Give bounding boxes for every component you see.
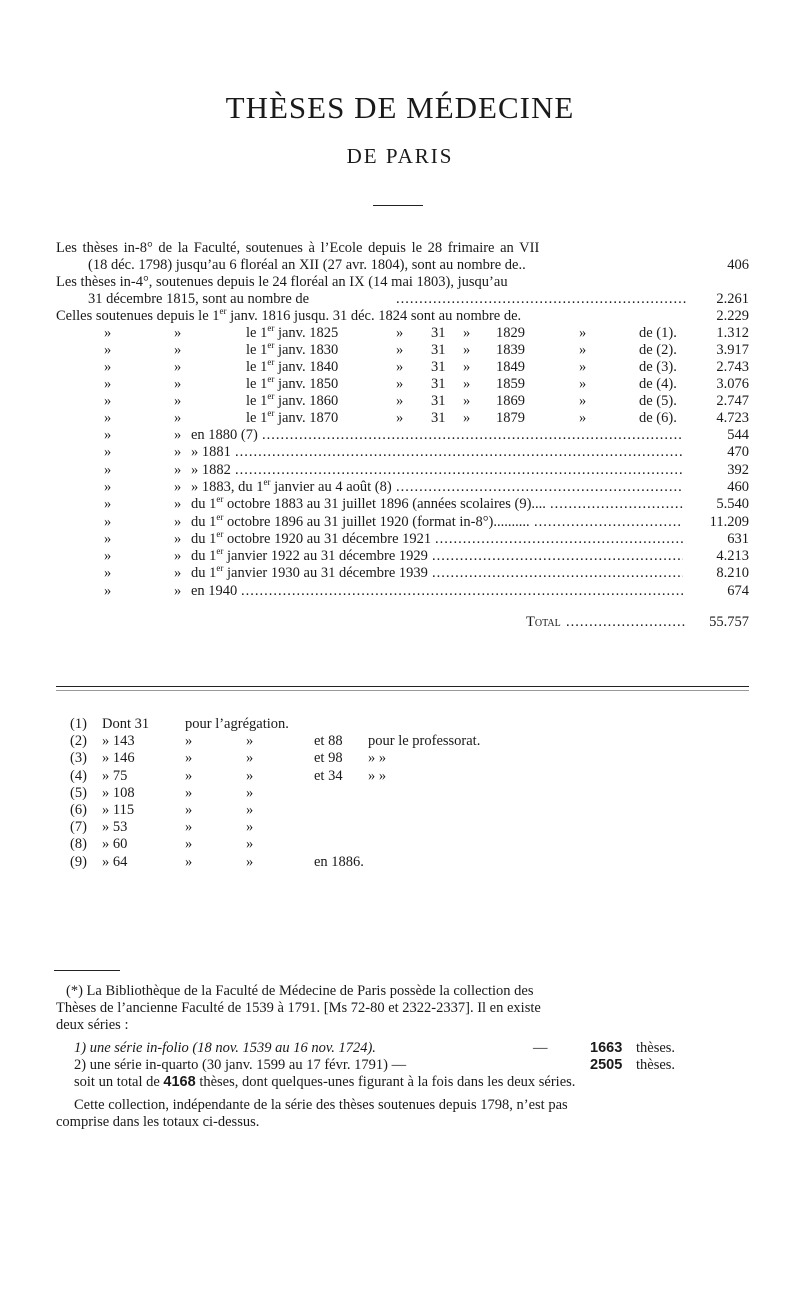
period-start: le 1er janv. 1850 [246, 374, 339, 392]
period-year: 1859 [496, 376, 525, 392]
ditto-mark: » [104, 478, 112, 495]
ditto-mark: » [396, 325, 404, 341]
count-value: 460 [727, 478, 749, 495]
note-n: (9) [70, 853, 87, 870]
ditto-mark: » [579, 325, 587, 341]
ditto-mark: » [104, 530, 112, 547]
count-value: 3.076 [716, 376, 749, 392]
period-row [56, 548, 749, 565]
note-q: » 60 [102, 836, 128, 853]
note-a: » [185, 853, 193, 870]
dot-leader [435, 531, 683, 548]
note-n: (7) [70, 819, 87, 836]
period-start: le 1er janv. 1870 [246, 408, 339, 426]
count-value: 3.917 [716, 342, 749, 358]
dash: — [533, 1040, 548, 1056]
note-row [70, 819, 630, 836]
ditto-mark: » [174, 359, 182, 375]
ditto-mark: » [104, 444, 112, 461]
note-b: » [246, 836, 254, 853]
intro-line-1: Les thèses in-8° de la Faculté, soutenues à l’Ecole depuis le 28 frimaire an VII [56, 240, 540, 256]
series-total-count: 4168 [163, 1074, 196, 1090]
intro-line-4: 31 décembre 1815, sont au nombre de ..... 2.261 [56, 291, 749, 308]
ditto-mark: » [104, 461, 112, 478]
ditto-mark: » [174, 342, 182, 358]
note-n: (2) [70, 733, 87, 750]
note-a: » [185, 784, 193, 801]
ditto-mark: » [174, 530, 182, 547]
ditto-mark: » [104, 342, 112, 358]
note-a: » [185, 836, 193, 853]
ditto-mark: » [174, 410, 182, 426]
ditto-mark: » [463, 325, 471, 341]
note-n: (3) [70, 750, 87, 767]
ditto-mark: » [104, 393, 112, 409]
period-day: 31 [431, 342, 446, 358]
note-row [70, 750, 630, 767]
count-value: 544 [727, 427, 749, 443]
ditto-mark: » [579, 342, 587, 358]
note-q: » 53 [102, 819, 128, 836]
dot-leader [432, 565, 683, 582]
period-description: en 1880 (7) [191, 427, 258, 443]
ditto-mark: » [174, 496, 182, 513]
note-q: » 108 [102, 784, 135, 801]
note-b: » [246, 784, 254, 801]
note-b: » [246, 819, 254, 836]
note-b: » [246, 733, 254, 750]
count-value: 2.229 [716, 308, 749, 324]
count-value: 8.210 [716, 565, 749, 582]
note-a: » [185, 802, 193, 818]
title-divider [373, 205, 423, 206]
note-d: » » [368, 750, 387, 767]
ditto-mark: » [463, 376, 471, 392]
period-day: 31 [431, 359, 446, 375]
period-start: le 1er janv. 1840 [246, 357, 339, 375]
page-subtitle: DE PARIS [346, 144, 454, 168]
ditto-mark: » [396, 376, 404, 392]
ditto-mark: » [174, 325, 182, 341]
count-value: 674 [727, 582, 749, 599]
count-value: 1.312 [716, 325, 749, 341]
total-row [56, 614, 749, 631]
ditto-mark: » [463, 393, 471, 409]
count-value: 2.261 [716, 291, 749, 307]
period-description: » 1881 [191, 444, 231, 461]
period-row [56, 444, 749, 461]
note-row [70, 768, 630, 785]
period-start: le 1er janv. 1860 [246, 391, 339, 409]
series-total: soit un total de 4168 thèses, dont quelques-unes figurant à la fois dans les deux séries. [74, 1074, 576, 1090]
period-day: 31 [431, 393, 446, 409]
ditto-mark: » [463, 410, 471, 426]
note-a: pour l’agrégation. [185, 716, 289, 732]
note-a: » [185, 733, 193, 750]
period-row [56, 496, 749, 513]
ditto-mark: » [174, 565, 182, 582]
note-b: » [246, 767, 254, 784]
note-b: » [246, 853, 254, 870]
note-n: (1) [70, 716, 87, 732]
ditto-mark: » [396, 410, 404, 426]
series-count-2: 2505 [590, 1057, 623, 1073]
period-row [56, 511, 749, 531]
footnote-line-2: Thèses de l’ancienne Faculté de 1539 à 1791. [Ms 72-80 et 2322-2337]. Il en existe [56, 1000, 541, 1016]
count-value: 2.747 [716, 393, 749, 409]
note-n: (4) [70, 767, 87, 784]
ditto-mark: » [104, 427, 112, 443]
closing-line-1: Cette collection, indépendante de la série des thèses soutenues depuis 1798, n’est pas [74, 1097, 568, 1113]
dot-leader [262, 427, 683, 444]
period-description: du 1er octobre 1920 au 31 décembre 1921 [191, 528, 432, 547]
ditto-mark: » [579, 393, 587, 409]
period-description: en 1940 [191, 582, 238, 599]
dot-leader [235, 444, 683, 461]
series-count-1: 1663 [590, 1040, 623, 1056]
dot-leader [432, 548, 683, 565]
note-q: » 146 [102, 750, 135, 767]
note-b: » [246, 802, 254, 818]
period-note: de (3). [639, 359, 677, 375]
footnote-divider [54, 970, 120, 971]
period-description: » 1883, du 1er janvier au 4 août (8) [191, 477, 392, 495]
period-row [56, 427, 749, 444]
period-year: 1829 [496, 325, 525, 341]
ditto-mark: » [174, 444, 182, 461]
closing-line-2: comprise dans les totaux ci-dessus. [56, 1114, 260, 1130]
note-c: et 34 [314, 767, 343, 784]
period-row [56, 325, 749, 342]
count-value: 631 [727, 530, 749, 547]
intro-line-5: Celles soutenues depuis le 1er janv. 1816 jusqu. 31 déc. 1824 sont au nombre de. 2.229 [56, 306, 749, 324]
footnote-line-1: (*) La Bibliothèque de la Faculté de Médecine de Paris possède la collection des [66, 983, 534, 999]
total-value: 55.757 [709, 614, 749, 630]
ditto-mark: » [396, 359, 404, 375]
count-value: 5.540 [716, 496, 749, 513]
intro-line-2: (18 déc. 1798) jusqu’au 6 floréal an XII (27 avr. 1804), sont au nombre de.. 406 [88, 257, 749, 273]
ditto-mark: » [174, 548, 182, 565]
divider [56, 690, 749, 691]
note-a: » [185, 767, 193, 784]
ditto-mark: » [579, 410, 587, 426]
note-row [70, 802, 630, 819]
footnote-line-3: deux séries : [56, 1017, 129, 1033]
period-year: 1879 [496, 410, 525, 426]
period-row [56, 359, 749, 376]
dot-leader [396, 479, 683, 496]
period-year: 1839 [496, 342, 525, 358]
note-row [70, 733, 630, 750]
ditto-mark: » [104, 565, 112, 582]
period-description: du 1er janvier 1930 au 31 décembre 1939 [191, 563, 428, 582]
count-value: 470 [727, 444, 749, 461]
ditto-mark: » [174, 376, 182, 392]
period-note: de (6). [639, 410, 677, 426]
period-note: de (2). [639, 342, 677, 358]
period-row [56, 583, 749, 600]
note-c: et 98 [314, 750, 343, 767]
dot-leader [235, 462, 683, 479]
note-q: » 75 [102, 767, 128, 784]
note-row [70, 854, 630, 871]
period-start: le 1er janv. 1825 [246, 323, 339, 341]
note-row [70, 836, 630, 853]
period-note: de (1). [639, 325, 677, 341]
series-item-2: 2) une série in-quarto (30 janv. 1599 au 17 févr. 1791) — [74, 1057, 407, 1073]
divider [56, 686, 749, 687]
note-a: » [185, 750, 193, 767]
note-c: et 88 [314, 733, 343, 750]
ditto-mark: » [104, 582, 112, 599]
period-row [56, 462, 749, 479]
period-row [56, 410, 749, 427]
count-value: 392 [727, 461, 749, 478]
note-c: en 1886. [314, 853, 364, 870]
note-d: » » [368, 767, 387, 784]
note-n: (5) [70, 784, 87, 801]
ditto-mark: » [463, 359, 471, 375]
dot-leader [550, 496, 683, 513]
count-value: 4.213 [716, 548, 749, 565]
period-description: » 1882 [191, 461, 231, 478]
count-value: 11.209 [709, 513, 749, 530]
note-q: Dont 31 [102, 716, 150, 732]
series-item-1: 1) une série in-folio (18 nov. 1539 au 16 nov. 1724). [74, 1040, 376, 1056]
ditto-mark: » [396, 393, 404, 409]
ditto-mark: » [104, 376, 112, 392]
period-description: du 1er janvier 1922 au 31 décembre 1929 [191, 546, 428, 565]
series-unit-1: thèses. [636, 1040, 676, 1056]
note-a: » [185, 819, 193, 836]
period-row [56, 342, 749, 359]
ditto-mark: » [104, 513, 112, 530]
ditto-mark: » [174, 461, 182, 478]
ditto-mark: » [174, 478, 182, 495]
ditto-mark: » [104, 548, 112, 565]
count-value: 406 [727, 257, 749, 273]
count-value: 2.743 [716, 359, 749, 375]
period-row [56, 479, 749, 496]
note-b: » [246, 750, 254, 767]
count-value: 4.723 [716, 410, 749, 426]
note-q: » 143 [102, 733, 135, 750]
ditto-mark: » [174, 513, 182, 530]
period-year: 1849 [496, 359, 525, 375]
period-description: du 1er octobre 1896 au 31 juillet 1920 (format in-8°).......... [191, 511, 530, 530]
page-title: THÈSES DE MÉDECINE [225, 90, 575, 125]
note-q: » 115 [102, 802, 135, 818]
ditto-mark: » [174, 427, 182, 443]
ditto-mark: » [396, 342, 404, 358]
ditto-mark: » [579, 376, 587, 392]
period-day: 31 [431, 410, 446, 426]
dot-leader [534, 514, 683, 531]
period-day: 31 [431, 325, 446, 341]
note-row [70, 716, 630, 733]
period-row [56, 393, 749, 410]
note-n: (8) [70, 836, 87, 853]
ditto-mark: » [104, 496, 112, 513]
period-row [56, 376, 749, 393]
period-note: de (5). [639, 393, 677, 409]
ditto-mark: » [579, 359, 587, 375]
note-q: » 64 [102, 853, 128, 870]
period-start: le 1er janv. 1830 [246, 340, 339, 358]
note-n: (6) [70, 802, 87, 818]
series-unit-2: thèses. [636, 1057, 676, 1073]
ditto-mark: » [104, 359, 112, 375]
total-label: Total [526, 614, 561, 630]
ditto-mark: » [463, 342, 471, 358]
ditto-mark: » [174, 393, 182, 409]
ditto-mark: » [174, 582, 182, 599]
period-day: 31 [431, 376, 446, 392]
ditto-mark: » [104, 325, 112, 341]
period-row [56, 565, 749, 582]
ditto-mark: » [104, 410, 112, 426]
note-row [70, 785, 630, 802]
period-note: de (4). [639, 376, 677, 392]
intro-line-3: Les thèses in-4°, soutenues depuis le 24 floréal an IX (14 mai 1803), jusqu’au [56, 274, 508, 290]
period-description: du 1er octobre 1883 au 31 juillet 1896 (années scolaires (9).... [191, 494, 546, 513]
period-year: 1869 [496, 393, 525, 409]
note-d: pour le professorat. [368, 733, 481, 750]
dot-leader [241, 583, 683, 600]
period-row [56, 528, 749, 548]
